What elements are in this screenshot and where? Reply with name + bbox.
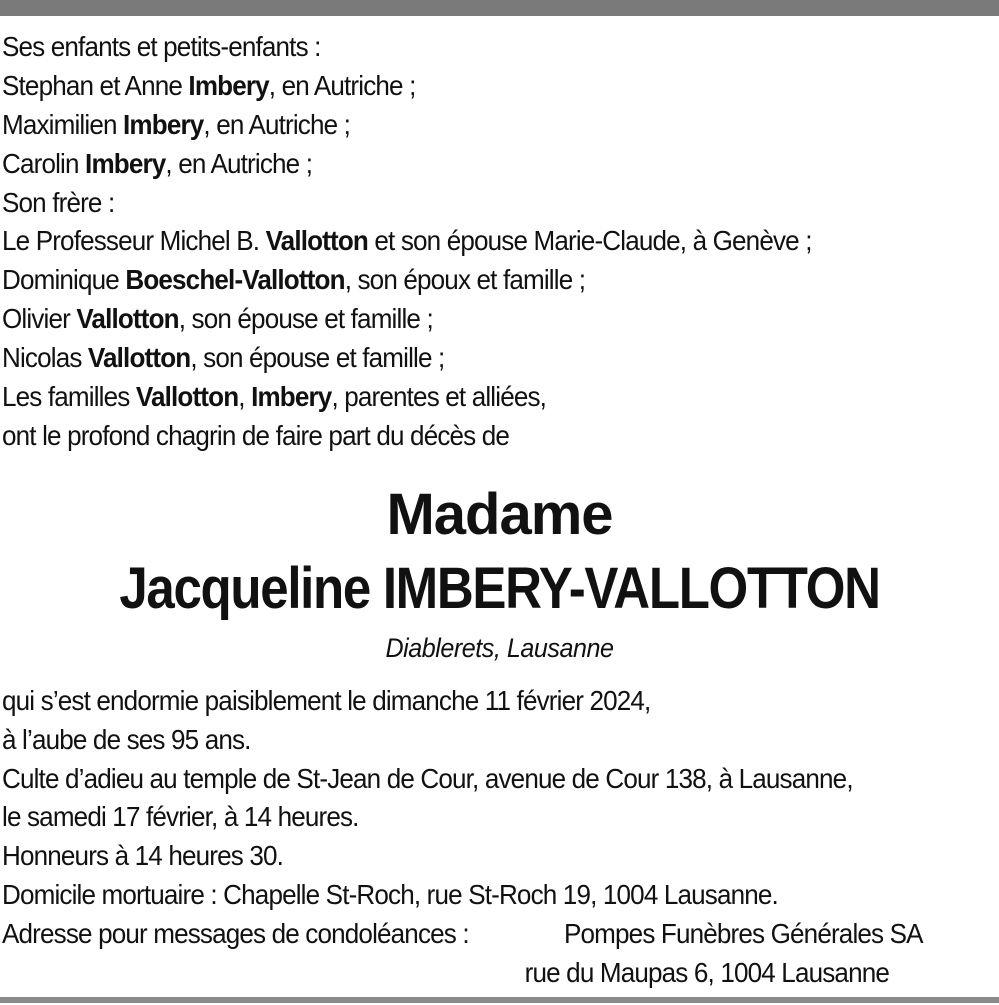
honorific: Madame xyxy=(386,481,613,547)
family-line xyxy=(2,417,927,456)
family-surname: Vallotton xyxy=(76,303,179,335)
obituary-notice xyxy=(2,28,997,993)
family-text: ont le profond chagrin de faire part du décès de xyxy=(2,419,510,451)
family-line xyxy=(2,339,927,378)
family-surname: Imbery xyxy=(188,69,269,101)
condolences-label: Adresse pour messages de condoléances : xyxy=(2,918,469,950)
family-surname: Vallotton xyxy=(87,342,191,374)
family-text: Ses enfants et petits-enfants : xyxy=(2,31,321,62)
family-surname: Imbery xyxy=(251,381,332,413)
family-line xyxy=(2,67,927,106)
family-text: Carolin xyxy=(2,147,86,179)
family-text: Son frère : xyxy=(2,186,115,218)
condolences-row xyxy=(2,915,997,993)
condolences-address-line-2: rue du Maupas 6, 1004 Lausanne xyxy=(524,957,890,989)
family-text: , son épouse et famille ; xyxy=(190,342,445,374)
family-surname: Imbery xyxy=(123,108,204,140)
detail-line: le samedi 17 février, à 14 heures. xyxy=(2,801,359,833)
deceased-block xyxy=(2,478,997,668)
family-text: Olivier xyxy=(2,303,77,335)
family-surname: Boeschel-Vallotton xyxy=(125,264,345,296)
detail-line: Honneurs à 14 heures 30. xyxy=(2,840,284,872)
family-line xyxy=(2,106,927,145)
family-text: , en Autriche ; xyxy=(203,108,351,140)
family-line xyxy=(2,145,927,184)
condolences-address-line-1: Pompes Funèbres Générales SA xyxy=(564,918,923,950)
family-text: , son épouse et famille ; xyxy=(178,303,433,335)
family-line xyxy=(2,184,927,223)
family-text: Stephan et Anne xyxy=(2,69,189,101)
family-text: , en Autriche ; xyxy=(268,69,416,101)
family-text: Nicolas xyxy=(2,342,88,374)
top-rule xyxy=(0,0,999,16)
family-surname: Vallotton xyxy=(135,381,239,413)
deceased-name: Jacqueline IMBERY-VALLOTTON xyxy=(119,555,880,621)
details-block xyxy=(2,682,997,993)
family-line xyxy=(2,222,927,261)
family-list xyxy=(2,28,997,456)
family-surname: Vallotton xyxy=(265,225,368,257)
detail-line: à l’aube de ses 95 ans. xyxy=(2,723,251,755)
family-text: Maximilien xyxy=(2,108,124,140)
family-text: Les familles xyxy=(2,381,136,413)
family-surname: Imbery xyxy=(85,147,166,179)
bottom-rule xyxy=(0,997,999,1003)
family-text: , xyxy=(238,381,252,413)
family-line xyxy=(2,261,927,300)
condolences-address-1 xyxy=(564,915,950,954)
detail-line: qui s’est endormie paisiblement le dimanche 11 février 2024, xyxy=(2,684,651,716)
detail-line: Domicile mortuaire : Chapelle St-Roch, rue St-Roch 19, 1004 Lausanne. xyxy=(2,879,778,911)
family-line xyxy=(2,378,927,417)
condolences-address-spacer xyxy=(2,954,927,993)
family-text: , en Autriche ; xyxy=(165,147,313,179)
family-text: Le Professeur Michel B. xyxy=(2,225,266,257)
detail-line: Culte d’adieu au temple de St-Jean de Cour, avenue de Cour 138, à Lausanne, xyxy=(2,762,853,794)
family-text: et son épouse Marie-Claude, à Genève ; xyxy=(367,225,812,257)
family-text: , parentes et alliées, xyxy=(331,381,547,413)
family-line xyxy=(2,28,927,67)
family-text: Dominique xyxy=(2,264,126,296)
place-of-residence: Diablerets, Lausanne xyxy=(385,632,614,663)
family-line xyxy=(2,300,927,339)
family-text: , son époux et famille ; xyxy=(344,264,586,296)
